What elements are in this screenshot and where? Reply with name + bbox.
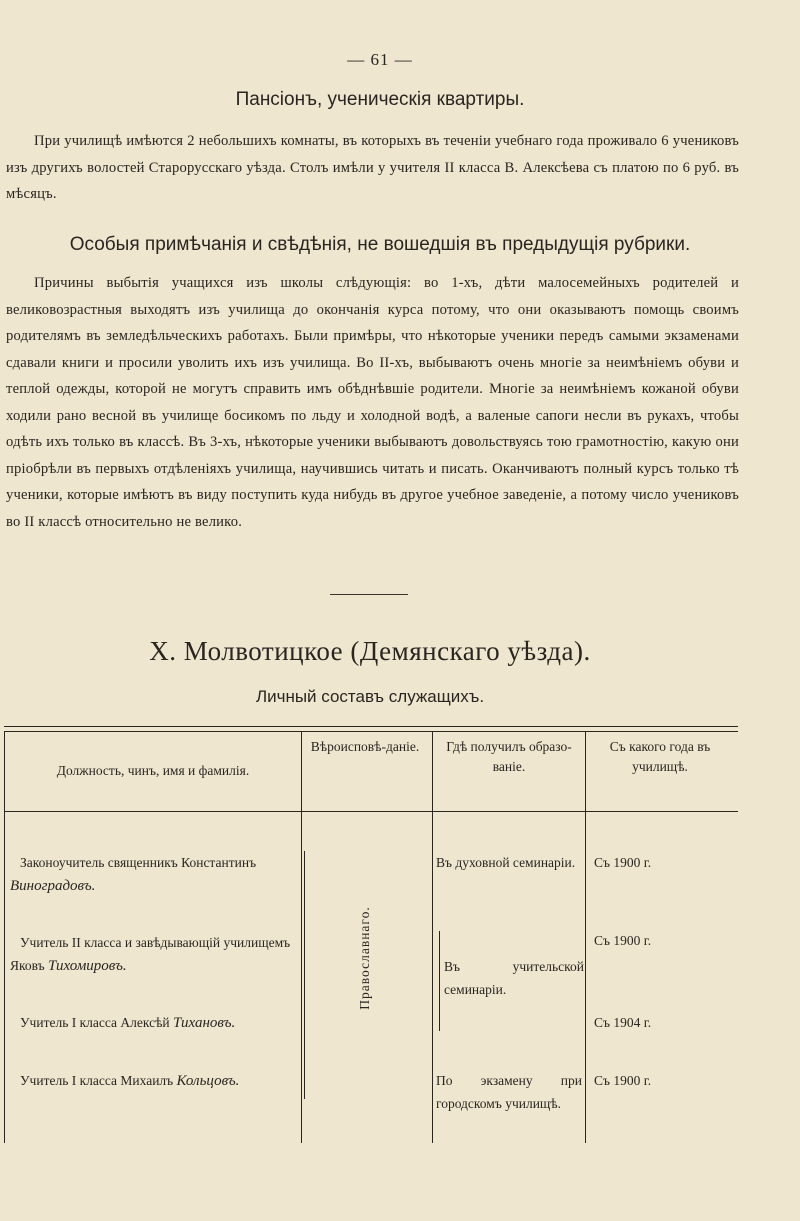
bracket [304,851,305,1099]
column-divider [432,731,433,1143]
page-number: — 61 — [347,50,413,69]
header-position: Должность, чинъ, имя и фамилія. [56,763,250,778]
header-year: Съ какого года въ училищѣ. [609,739,711,774]
staff-name: Кольцовъ. [176,1073,240,1089]
year-cell: Съ 1904 г. [594,1015,652,1030]
table-rule [4,726,738,727]
header-education: Гдѣ получилъ образо-ваніе. [446,739,572,774]
paragraph-text: При училищѣ имѣются 2 небольшихъ комнаты, въ которыхъ въ теченіи учебнаго года проживало 6 учениковъ изъ другихъ волостей Старорусскаго уѣзда. Столъ имѣли у учителя II класса В. Алексѣева съ платою по 6 руб. въ мѣсяцъ. [6,133,739,202]
section-title-boarding: Пансіонъ, ученическія квартиры. [235,89,525,110]
table-row-position [10,1069,298,1093]
year-cell: Съ 1900 г. [594,855,652,870]
position-text: Учитель II класса и завѣдывающій училищемъ Яковъ [10,935,291,973]
religion-text: Православнаго. [357,906,372,1010]
paragraph-boarding [6,128,739,208]
table-row-position [10,1011,298,1035]
year-cell: Съ 1900 г. [594,1073,652,1088]
staff-name: Тихомировъ. [48,958,127,974]
section-title-notes: Особыя примѣчанія и свѣдѣнія, не вошедшія въ предыдущія рубрики. [69,234,691,255]
table-border [4,731,5,1143]
position-text: Законоучитель священникъ Константинъ [20,855,257,870]
bracket [439,931,440,1031]
paragraph-notes [6,270,739,535]
column-divider [585,731,586,1143]
staff-name: Виноградовъ. [10,878,96,894]
position-text: Учитель I класса Михаилъ [20,1073,174,1088]
table-header-rule [4,811,738,812]
section-divider [330,594,408,595]
position-text: Учитель I класса Алексѣй [20,1015,170,1030]
table-rule [4,731,738,732]
education-cell-seminary: Въ учительской семинаріи. [444,959,584,997]
year-cell: Съ 1900 г. [594,933,652,948]
staff-table [0,723,740,1143]
religion-cell [350,888,380,1028]
education-cell: Въ духовной семинаріи. [436,855,576,870]
staff-subheading: Личный составъ служащихъ. [255,687,485,706]
table-row-position [10,851,298,898]
education-cell: По экзамену при городскомъ училищѣ. [436,1073,582,1111]
staff-name: Тихановъ. [173,1015,236,1031]
table-row-position [10,931,298,978]
column-divider [301,731,302,1143]
header-religion: Вѣроисповѣ-даніе. [310,739,420,754]
paragraph-text: Причины выбытія учащихся изъ школы слѣдующія: во 1-хъ, дѣти малосемейныхъ родителей и великовозрастныя выходятъ изъ училища до окончанія курса потому, что они оказываютъ помощь своимъ родителямъ въ земледѣльческихъ работахъ. Были примѣры, что нѣкоторые ученики передъ самыми экзаменами сдавали книги и просили уволить ихъ изъ училища. Во II-хъ, выбываютъ очень многіе за неимѣніемъ обуви и теплой одежды, которой не могутъ справить имъ обѣднѣвшіе родители. Многіе за неимѣніемъ кожаной обуви ходили рано весной въ училище босикомъ по льду и холодной водѣ, а валеные сапоги несли въ рукахъ, чтобы одѣть ихъ только въ классѣ. Въ 3-хъ, нѣкоторые ученики выбываютъ довольствуясь тою грамотностію, какую они пріобрѣли въ первыхъ отдѣленіяхъ училища, научившись читать и писать. Оканчиваютъ полный курсъ только тѣ ученики, которые имѣютъ въ виду поступить куда нибудь въ другое учебное заведеніе, а потому число учениковъ во II классѣ относительно не велико. [6,275,739,530]
school-heading: X. Молвотицкое (Демянскаго уѣзда). [149,636,591,666]
